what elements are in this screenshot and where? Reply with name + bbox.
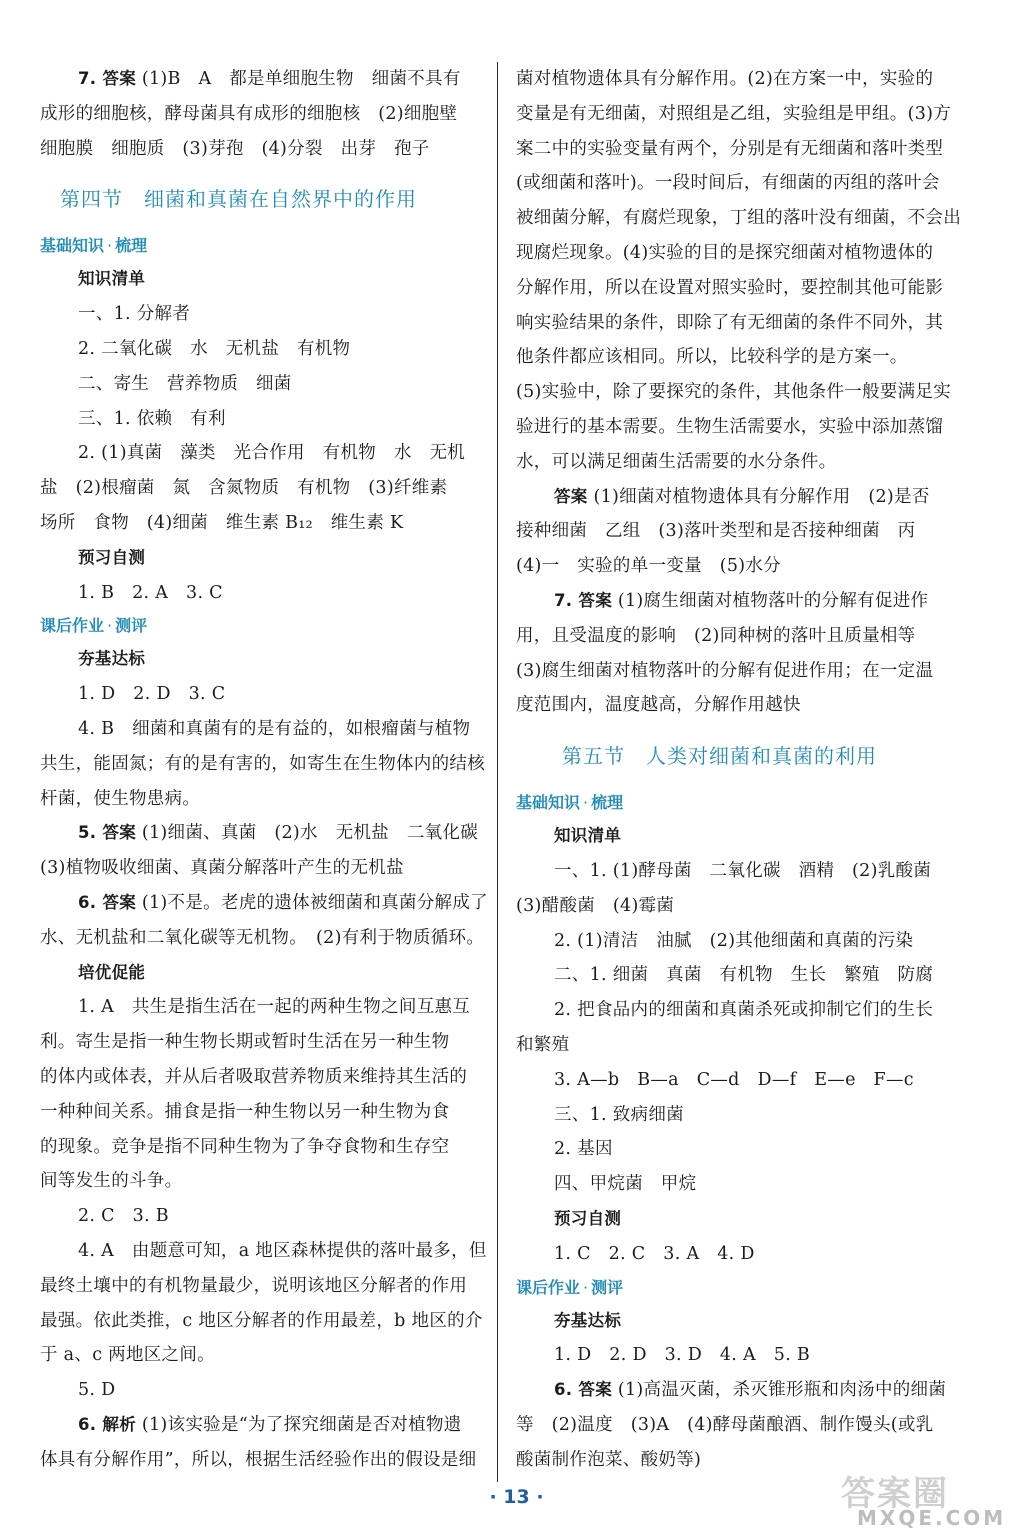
answer-line: 用，且受温度的影响 (2)同种树的落叶且质量相等 xyxy=(516,625,916,646)
knowledge-item: 场所 食物 (4)细菌 维生素 B₁₂ 维生素 K xyxy=(40,512,404,533)
answer-line: 间等发生的斗争。 xyxy=(40,1171,183,1192)
knowledge-item: 一、1. (1)酵母菌 二氧化碳 酒精 (2)乳酸菌 xyxy=(554,860,932,881)
knowledge-item: 三、1. 致病细菌 xyxy=(554,1104,684,1125)
base-heading: 夯基达标 xyxy=(554,1310,622,1330)
knowledge-item: 2. 把食品内的细菌和真菌杀死或抑制它们的生长 xyxy=(554,1000,934,1021)
homework-heading: 课后作业 · 测评 xyxy=(40,616,148,636)
section-title-5: 第五节 人类对细菌和真菌的利用 xyxy=(562,744,877,769)
section-title-4: 第四节 细菌和真菌在自然界中的作用 xyxy=(60,187,417,212)
base-answers: 1. D 2. D 3. C xyxy=(78,684,226,705)
left-q7-line2: 成形的细胞核，酵母菌具有成形的细胞核 (2)细胞壁 xyxy=(40,103,458,124)
knowledge-item: 2. 二氧化碳 水 无机盐 有机物 xyxy=(78,338,351,359)
right-column xyxy=(516,62,960,1477)
knowledge-list-heading: 知识清单 xyxy=(78,269,146,289)
answer-line: 共生，能固氮；有的是有害的，如寄生在生物体内的结核 xyxy=(40,753,485,774)
knowledge-item: 一、1. 分解者 xyxy=(78,304,191,325)
answer-line: 一种种间关系。捕食是指一种生物以另一种生物为食 xyxy=(40,1101,450,1122)
base-heading: 夯基达标 xyxy=(78,649,146,669)
answer-line: 2. C 3. B xyxy=(78,1206,169,1227)
answer-line: 酸菌制作泡菜、酸奶等) xyxy=(516,1449,702,1470)
knowledge-item: 2. 基因 xyxy=(554,1139,613,1160)
answer-line: (4)一 实验的单一变量 (5)水分 xyxy=(516,556,781,577)
explanation-line: 验进行的基本需要。生物生活需要水，实验中添加蒸馏 xyxy=(516,416,944,437)
knowledge-item: 四、甲烷菌 甲烷 xyxy=(554,1174,697,1195)
answer-line: 等 (2)温度 (3)A (4)酵母菌酿酒、制作馒头(或乳 xyxy=(516,1414,934,1435)
explanation-line: 分解作用，所以在设置对照实验时，要控制其他可能影 xyxy=(516,277,944,298)
answer-line: 的体内或体表，并从后者吸取营养物质来维持其生活的 xyxy=(40,1066,468,1087)
knowledge-item: 2. (1)清洁 油腻 (2)其他细菌和真菌的污染 xyxy=(554,930,914,951)
answer-line: 体具有分解作用”，所以，根据生活经验作出的假设是细 xyxy=(40,1449,477,1470)
answer-line: 6. 答案 (1)高温灭菌，杀灭锥形瓶和肉汤中的细菌 xyxy=(554,1380,947,1401)
page-number: · 13 · xyxy=(489,1486,544,1508)
left-column xyxy=(40,62,488,1477)
answer-line: 6. 解析 (1)该实验是“为了探究细菌是否对植物遗 xyxy=(78,1414,462,1435)
knowledge-item: 2. (1)真菌 藻类 光合作用 有机物 水 无机 xyxy=(78,443,466,464)
answer-line: 杆菌，使生物患病。 xyxy=(40,788,201,809)
preview-answers: 1. B 2. A 3. C xyxy=(78,582,223,603)
basic-knowledge-heading: 基础知识 · 梳理 xyxy=(516,793,624,813)
explanation-line: 水，可以满足细菌生活需要的水分条件。 xyxy=(516,451,837,472)
explanation-line: 案二中的实验变量有两个，分别是有无细菌和落叶类型 xyxy=(516,138,944,159)
answer-line: 4. B 细菌和真菌有的是有益的，如根瘤菌与植物 xyxy=(78,718,471,739)
knowledge-item: 和繁殖 xyxy=(516,1034,570,1055)
knowledge-item: (3)醋酸菌 (4)霉菌 xyxy=(516,895,675,916)
explanation-line: 变量是有无细菌，对照组是乙组，实验组是甲组。(3)方 xyxy=(516,103,952,124)
answer-line: 5. 答案 (1)细菌、真菌 (2)水 无机盐 二氧化碳 xyxy=(78,823,479,844)
base-answers: 1. D 2. D 3. D 4. A 5. B xyxy=(554,1345,811,1366)
knowledge-item: 3. A—b B—a C—d D—f E—e F—c xyxy=(554,1069,914,1090)
answer-line: 水、无机盐和二氧化碳等无机物。 (2)有利于物质循环。 xyxy=(40,927,485,948)
left-q7-line1: 7. 答案 (1)B A 都是单细胞生物 细菌不具有 xyxy=(78,69,461,89)
answer-line: 6. 答案 (1)不是。老虎的遗体被细菌和真菌分解成了 xyxy=(78,892,488,913)
answer-line: 答案 (1)细菌对植物遗体具有分解作用 (2)是否 xyxy=(554,486,930,507)
explanation-line: 菌对植物遗体具有分解作用。(2)在方案一中，实验的 xyxy=(516,69,934,89)
column-divider xyxy=(497,62,498,1482)
basic-knowledge-heading: 基础知识 · 梳理 xyxy=(40,236,148,256)
answer-line: (3)腐生细菌对植物落叶的分解有促进作用；在一定温 xyxy=(516,660,934,681)
knowledge-item: 三、1. 依赖 有利 xyxy=(78,408,226,429)
knowledge-list-heading: 知识清单 xyxy=(554,826,622,846)
advance-heading: 培优促能 xyxy=(78,962,146,982)
answer-line: (3)植物吸收细菌、真菌分解落叶产生的无机盐 xyxy=(40,858,404,879)
answer-line: 度范围内，温度越高，分解作用越快 xyxy=(516,695,801,716)
answer-line: 最终土壤中的有机物量最少，说明该地区分解者的作用 xyxy=(40,1275,468,1296)
homework-heading: 课后作业 · 测评 xyxy=(516,1277,624,1297)
answer-line: 利。寄生是指一种生物长期或暂时生活在另一种生物 xyxy=(40,1032,450,1053)
knowledge-item: 二、寄生 营养物质 细菌 xyxy=(78,373,292,394)
explanation-line: 被细菌分解，有腐烂现象，丁组的落叶没有细菌，不会出 xyxy=(516,208,961,229)
watermark-domain: MXQE.COM xyxy=(857,1506,1007,1530)
knowledge-item: 二、1. 细菌 真菌 有机物 生长 繁殖 防腐 xyxy=(554,965,934,986)
preview-answers: 1. C 2. C 3. A 4. D xyxy=(554,1243,755,1264)
knowledge-item: 盐 (2)根瘤菌 氮 含氮物质 有机物 (3)纤维素 xyxy=(40,478,448,499)
explanation-line: (或细菌和落叶)。一段时间后，有细菌的丙组的落叶会 xyxy=(516,173,940,194)
explanation-line: 现腐烂现象。(4)实验的目的是探究细菌对植物遗体的 xyxy=(516,242,934,263)
preview-heading: 预习自测 xyxy=(554,1208,622,1228)
preview-heading: 预习自测 xyxy=(78,547,146,567)
answer-line: 4. A 由题意可知，a 地区森林提供的落叶最多，但 xyxy=(78,1240,487,1261)
explanation-line: 响实验结果的条件，即除了有无细菌的条件不同外，其 xyxy=(516,312,944,333)
left-q7-line3: 细胞膜 细胞质 (3)芽孢 (4)分裂 出芽 孢子 xyxy=(40,138,430,159)
answer-line: 于 a、c 两地区之间。 xyxy=(40,1345,215,1366)
answer-line: 的现象。竞争是指不同种生物为了争夺食物和生存空 xyxy=(40,1136,450,1157)
answer-line: 最强。依此类推，c 地区分解者的作用最差，b 地区的介 xyxy=(40,1310,483,1331)
answer-line: 1. A 共生是指生活在一起的两种生物之间互惠互 xyxy=(78,997,471,1018)
explanation-line: (5)实验中，除了要探究的条件，其他条件一般要满足实 xyxy=(516,382,952,403)
watermark-text: 答案圈 xyxy=(841,1474,949,1514)
answer-line: 5. D xyxy=(78,1380,116,1401)
watermark-logo xyxy=(841,1466,1021,1532)
answer-line: 接种细菌 乙组 (3)落叶类型和是否接种细菌 丙 xyxy=(516,521,916,542)
answer-line: 7. 答案 (1)腐生细菌对植物落叶的分解有促进作 xyxy=(554,590,929,611)
explanation-line: 他条件都应该相同。所以，比较科学的是方案一。 xyxy=(516,347,908,368)
